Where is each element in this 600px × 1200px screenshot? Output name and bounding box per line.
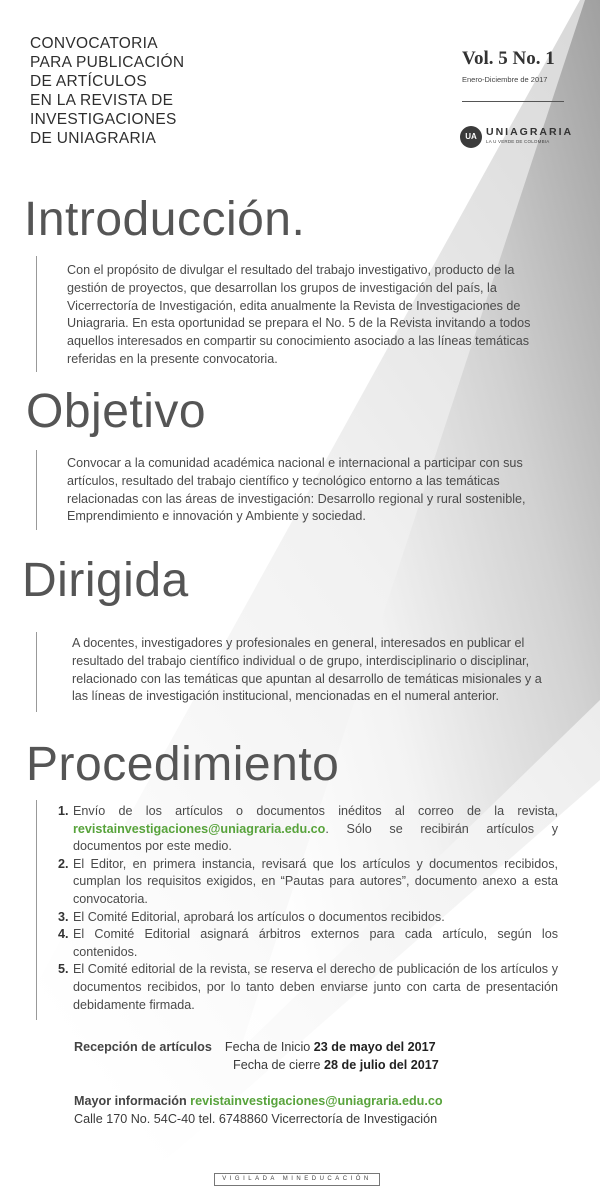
logo-name: UNIAGRARIA xyxy=(486,126,574,138)
objetivo-text: Convocar a la comunidad académica nacional e internacional a participar con sus artículos, resultado del trabajo científico y tecnológico entorno a las temáticas relacionadas con las áreas de investigación: Desarrollo regional y rural sostenible, Emprendimiento e innovación y Ambiente y sociedad. xyxy=(67,456,526,524)
start-date-label: Fecha de Inicio xyxy=(224,1040,311,1054)
list-item-text: El Comité Editorial, aprobará los artículos o documentos recibidos. xyxy=(73,909,445,924)
intro-text: Con el propósito de divulgar el resultado del trabajo investigativo, producto de la gestión de proyectos, que desarrollan los grupos de investigación del país, la Vicerrectoría de Investigación, edita anualmente la Revista de Investigaciones de Uniagraria. En esta oportunidad se prepara el No. 5 de la Revista invitando a todos aquellos interesados en compartir su conocimiento asociado a las líneas temáticas referidas en la presente convocatoria. xyxy=(67,263,531,366)
volume-number: Vol. 5 No. 1 xyxy=(462,48,555,69)
contact-address: Calle 170 No. 54C-40 tel. 6748860 Vicerrectoría de Investigación xyxy=(74,1112,438,1126)
list-item-text: El Comité editorial de la revista, se reserva el derecho de publicación de los artículos y documentos recibidos, por lo tanto deben enviarse junto con carta de presentación debidamente firmada. xyxy=(73,962,558,1012)
list-item-text: El Editor, en primera instancia, revisará que los artículos y documentos recibidos, cumplan los requisitos exigidos, en “Pautas para autores”, documento anexo a esta convocatoria. xyxy=(73,856,558,906)
call-title-line: DE ARTÍCULOS xyxy=(30,73,148,90)
dirigida-text: A docentes, investigadores y profesionales en general, interesados en publicar el resultado del trabajo científico individual o de grupo, interdisciplinario o disciplinar, relacionado con las temáticas que apuntan al desarrollo de temáticas misionales y a las líneas de investigación institucional, mencionadas en el numeral anterior. xyxy=(72,636,542,704)
call-title-line: EN LA REVISTA DE xyxy=(30,92,174,109)
footer-badge: VIGILADA MINEDUCACIÓN xyxy=(214,1173,380,1186)
objetivo-title: Objetivo xyxy=(26,385,207,438)
procedure-list xyxy=(58,803,558,1014)
call-title-line: DE UNIAGRARIA xyxy=(30,130,157,147)
volume-dates: Enero-Diciembre de 2017 xyxy=(462,75,548,84)
list-item-text-pre: Envío de los artículos o documentos inéditos al correo de la revista, xyxy=(73,804,558,818)
reception-block xyxy=(74,1038,439,1074)
end-date-label: Fecha de cierre xyxy=(233,1058,321,1072)
list-item xyxy=(58,926,558,961)
dirigida-title: Dirigida xyxy=(22,554,189,607)
contact-label: Mayor información xyxy=(74,1094,187,1108)
list-item xyxy=(58,961,558,1014)
intro-title: Introducción. xyxy=(24,193,306,246)
list-item-text-post: . Sólo se recibirán artículos y documentos por este medio. xyxy=(73,821,558,854)
reception-label: Recepción de artículos xyxy=(74,1040,212,1054)
dirigida-bar xyxy=(36,632,37,712)
list-item-number: 4. xyxy=(58,927,69,942)
contact-block xyxy=(74,1092,443,1128)
intro-bar xyxy=(36,256,37,372)
call-title-line: INVESTIGACIONES xyxy=(30,111,177,128)
list-item-number: 3. xyxy=(58,909,69,924)
procedimiento-bar xyxy=(36,800,37,1020)
list-item-text xyxy=(73,803,558,856)
call-title-line: PARA PUBLICACIÓN xyxy=(30,54,185,71)
call-title-line: CONVOCATORIA xyxy=(30,35,158,52)
end-date: 28 de julio del 2017 xyxy=(324,1058,439,1072)
procedimiento-title: Procedimiento xyxy=(26,738,340,791)
list-item-number: 5. xyxy=(58,962,69,977)
list-item xyxy=(58,856,558,909)
start-date: 23 de mayo del 2017 xyxy=(313,1040,436,1054)
volume-divider xyxy=(462,101,564,102)
contact-email-link[interactable]: revistainvestigaciones@uniagraria.edu.co xyxy=(190,1094,443,1108)
list-item-text: El Comité Editorial asignará árbitros externos para cada artículo, según los contenidos. xyxy=(73,927,558,959)
logo-tagline: LA U VERDE DE COLOMBIA xyxy=(486,139,550,144)
logo-badge-icon: UA xyxy=(460,126,482,148)
objetivo-bar xyxy=(36,450,37,530)
list-item xyxy=(58,909,558,927)
call-title xyxy=(30,34,184,148)
journal-email-link[interactable]: revistainvestigaciones@uniagraria.edu.co xyxy=(73,821,326,836)
list-item xyxy=(58,803,558,856)
list-item-number: 1. xyxy=(58,804,69,818)
uniagraria-logo xyxy=(460,126,574,150)
list-item-number: 2. xyxy=(58,856,69,871)
